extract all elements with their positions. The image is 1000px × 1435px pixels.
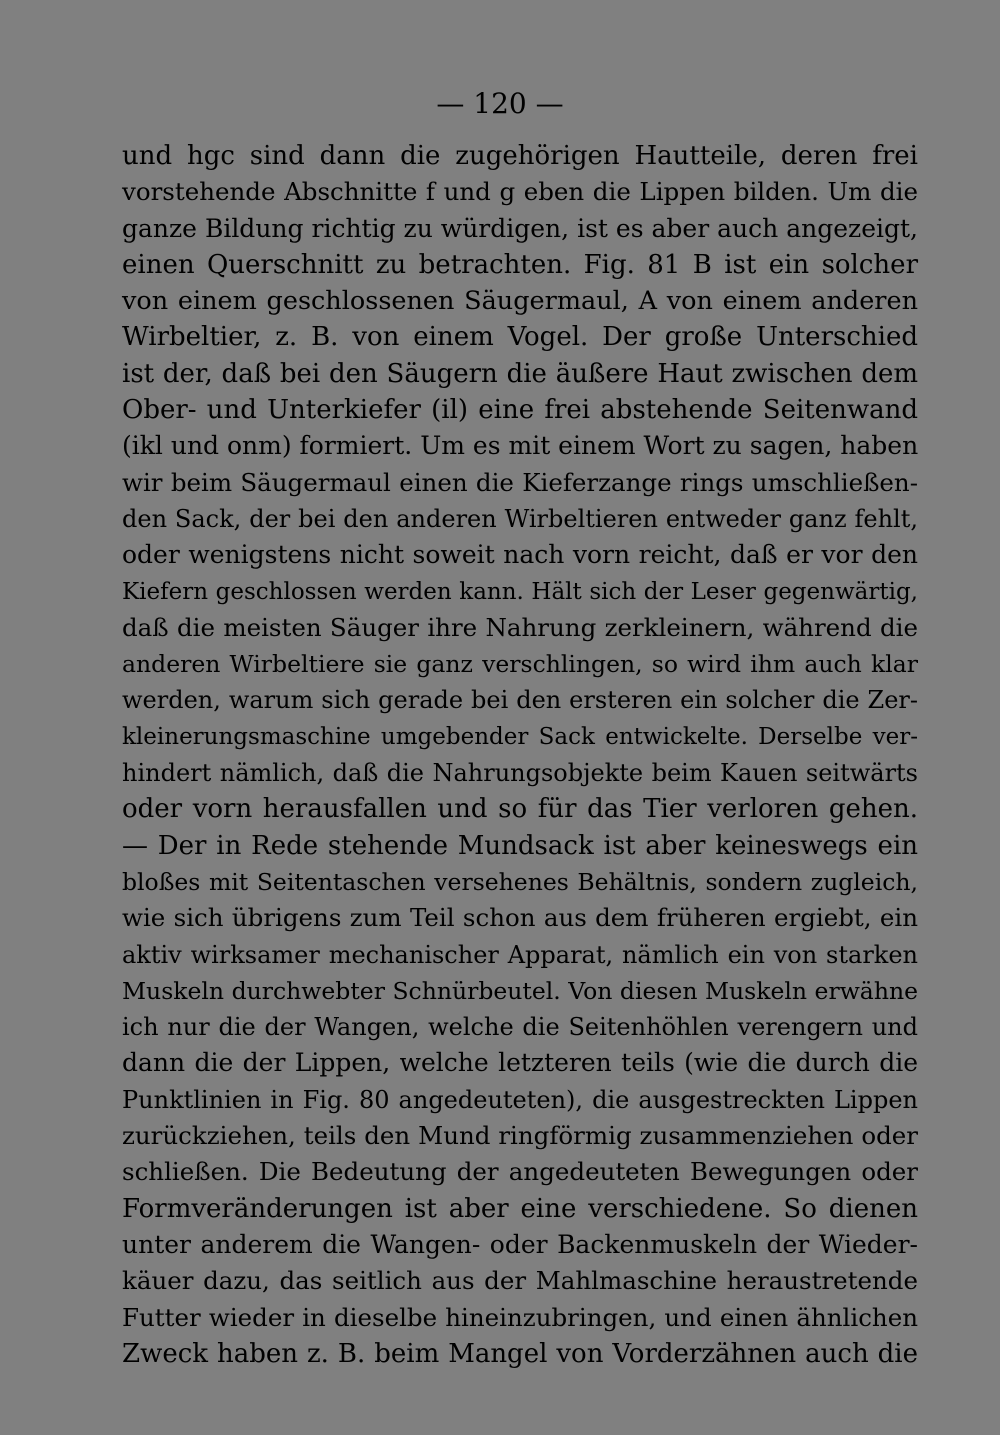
text-line: ist der, daß bei den Säugern die äußere Haut zwischen dem xyxy=(122,358,918,389)
text-line: werden, warum sich gerade bei den ersteren ein solcher die Zer- xyxy=(122,686,918,715)
text-line: den Sack, der bei den anderen Wirbeltieren entweder ganz fehlt, xyxy=(122,504,918,533)
text-line: Kiefern geschlossen werden kann. Hält sich der Leser gegenwärtig, xyxy=(122,578,918,605)
text-line: Punktlinien in Fig. 80 angedeuteten), die ausgestreckten Lippen xyxy=(122,1085,918,1114)
text-line: Zweck haben z. B. beim Mangel von Vorderzähnen auch die xyxy=(122,1338,918,1369)
text-line: oder wenigstens nicht soweit nach vorn reicht, daß er vor den xyxy=(122,540,918,570)
text-line: wie sich übrigens zum Teil schon aus dem früheren ergiebt, ein xyxy=(122,903,918,933)
text-line: aktiv wirksamer mechanischer Apparat, nämlich ein von starken xyxy=(122,940,918,969)
text-line: wir beim Säugermaul einen die Kieferzange rings umschließen- xyxy=(122,467,918,497)
text-line: schließen. Die Bedeutung der angedeuteten Bewegungen oder xyxy=(122,1157,918,1187)
text-line: kleinerungsmaschine umgebender Sack entwickelte. Derselbe ver- xyxy=(122,723,918,750)
text-line: — Der in Rede stehende Mundsack ist aber keineswegs ein xyxy=(122,830,918,861)
text-line: bloßes mit Seitentaschen versehenes Behältnis, sondern zugleich, xyxy=(122,867,918,896)
text-line: hindert nämlich, daß die Nahrungsobjekte beim Kauen seitwärts xyxy=(122,759,918,788)
text-line: Formveränderungen ist aber eine verschiedene. So dienen xyxy=(122,1193,918,1224)
page-number: — 120 — xyxy=(436,87,564,120)
text-line: Ober- und Unterkiefer (il) eine frei abstehende Seitenwand xyxy=(122,395,918,426)
text-line: käuer dazu, das seitlich aus der Mahlmaschine heraustretende xyxy=(122,1266,918,1296)
text-line: unter anderem die Wangen- oder Backenmuskeln der Wieder- xyxy=(122,1229,918,1259)
text-line: anderen Wirbeltiere sie ganz verschlingen, so wird ihm auch klar xyxy=(122,650,918,679)
body-text xyxy=(122,138,918,1372)
text-line: Futter wieder in dieselbe hineinzubringen, und einen ähnlichen xyxy=(122,1302,918,1332)
text-line: Wirbeltier, z. B. von einem Vogel. Der große Unterschied xyxy=(122,322,918,353)
text-line: und hgc sind dann die zugehörigen Hautteile, deren frei xyxy=(122,141,918,171)
text-line: vorstehende Abschnitte f und g eben die Lippen bilden. Um die xyxy=(122,177,918,207)
text-line: daß die meisten Säuger ihre Nahrung zerkleinern, während die xyxy=(122,612,918,642)
text-line: (ikl und onm) formiert. Um es mit einem Wort zu sagen, haben xyxy=(122,431,919,461)
text-line: einen Querschnitt zu betrachten. Fig. 81 B ist ein solcher xyxy=(122,249,918,280)
text-line: ganze Bildung richtig zu würdigen, ist es aber auch angezeigt, xyxy=(122,213,918,243)
text-line: zurückziehen, teils den Mund ringförmig zusammenziehen oder xyxy=(122,1121,918,1151)
text-line: dann die der Lippen, welche letzteren teils (wie die durch die xyxy=(122,1048,918,1078)
text-line: von einem geschlossenen Säugermaul, A von einem anderen xyxy=(122,286,918,317)
text-line: oder vorn herausfallen und so für das Tier verloren gehen. xyxy=(122,794,918,825)
text-line: ich nur die der Wangen, welche die Seitenhöhlen verengern und xyxy=(122,1013,918,1042)
text-line: Muskeln durchwebter Schnürbeutel. Von diesen Muskeln erwähne xyxy=(122,976,918,1005)
